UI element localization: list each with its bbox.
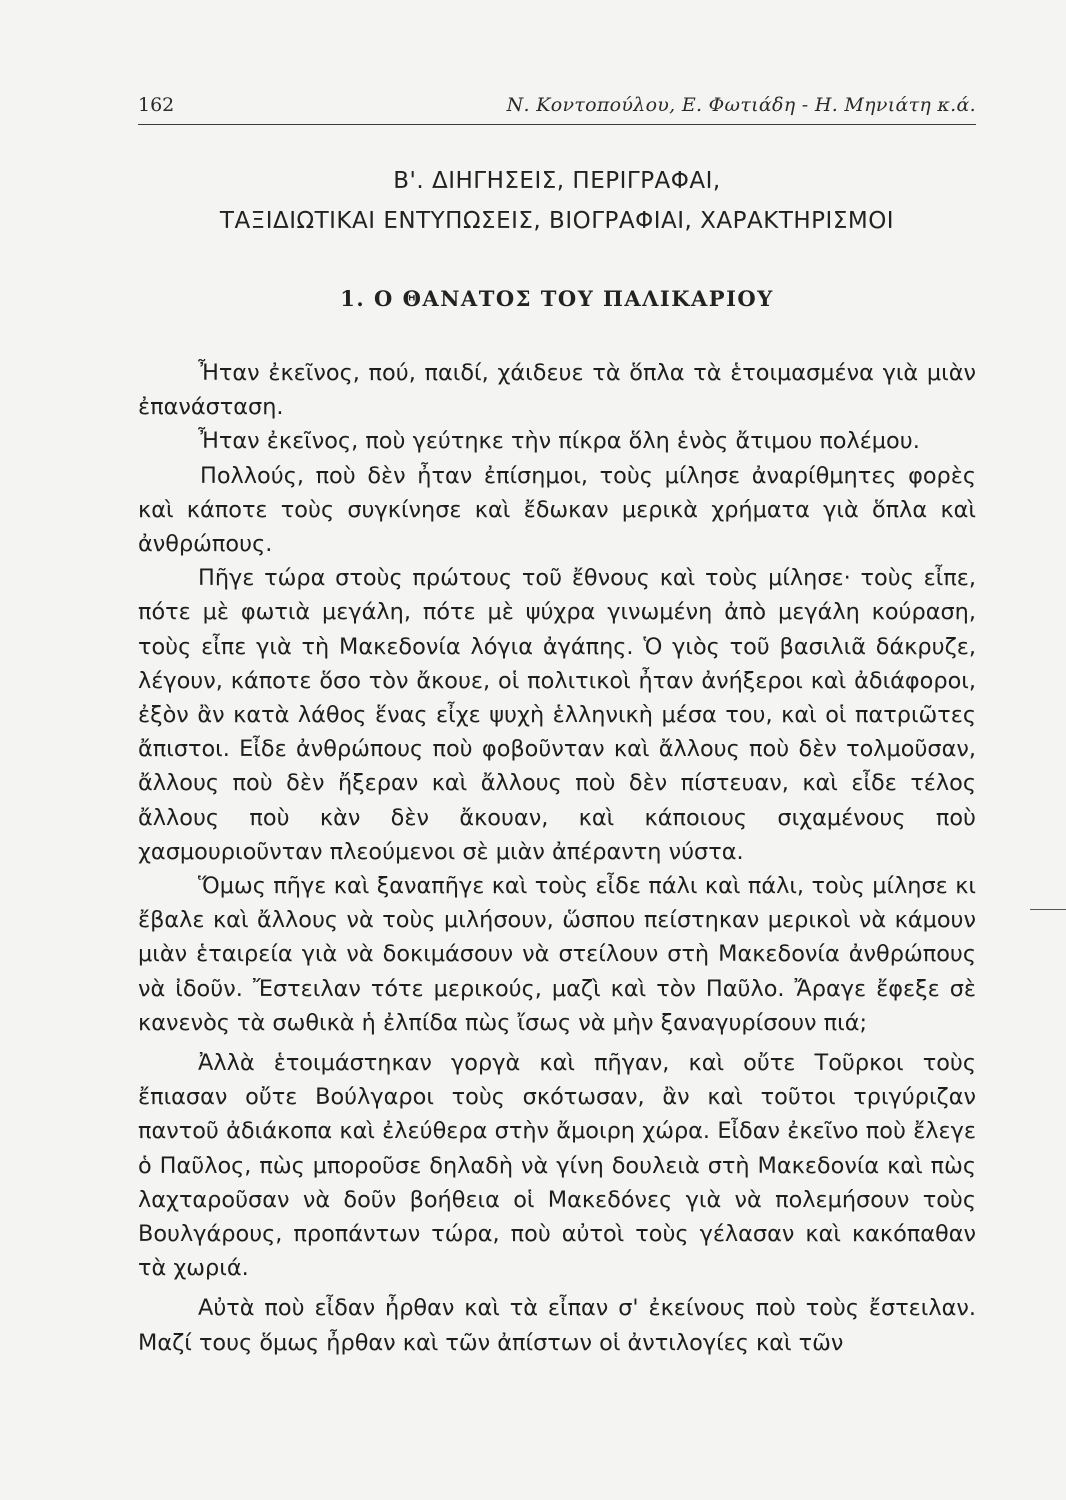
chapter-title: 1. Ο ΘΑΝΑΤΟΣ ΤΟΥ ΠΑΛΙΚΑΡΙΟΥ [340,286,774,311]
margin-mark [1030,909,1066,910]
section-title-line-1: Β'. ΔΙΗΓΗΣΕΙΣ, ΠΕΡΙΓΡΑΦΑΙ, [393,168,721,194]
paragraph: Ἦταν ἐκεῖνος, πού, παιδί, χάιδευε τὰ ὅπλα τὰ ἑτοιμασμένα γιὰ μιὰν ἐπανάσταση. [138,360,976,421]
paragraph: Ἦταν ἐκεῖνος, ποὺ γεύτηκε τὴν πίκρα ὅλη ἑνὸς ἄτιμου πολέμου. [198,428,920,455]
paragraph: Αὐτὰ ποὺ εἶδαν ἦρθαν καὶ τὰ εἶπαν σ' ἐκείνους ποὺ τοὺς ἔστειλαν. Μαζί τους ὅμως ἦρθαν καὶ τῶν ἀπίστων οἱ ἀντιλογίες καὶ τῶν [138,1295,976,1356]
page-number: 162 [138,94,175,116]
body-text [138,356,976,1360]
running-head: Ν. Κοντοπούλου, Ε. Φωτιάδη - Η. Μηνιάτη κ.ά. [506,94,976,116]
paragraph: Πολλούς, ποὺ δὲν ἦταν ἐπίσημοι, τοὺς μίλησε ἀναρίθμητες φορὲς καὶ κάποτε τοὺς συγκίνησε καὶ ἔδωκαν μερικὰ χρήματα γιὰ ὅπλα καὶ ἀνθρώπους. [138,462,976,558]
page-header [138,94,976,125]
paragraph: Ὅμως πῆγε καὶ ξαναπῆγε καὶ τοὺς εἶδε πάλι καὶ πάλι, τοὺς μίλησε κι ἔβαλε καὶ ἄλλους νὰ τοὺς μιλήσουν, ὥσπου πείστηκαν μερικοὶ νὰ κάμουν μιὰν ἑταιρεία γιὰ νὰ δοκιμάσουν νὰ στείλουν στὴ Μακεδονία ἀνθρώπους νὰ ἰδοῦν. Ἔστειλαν τότε μερικούς, μαζὶ καὶ τὸν Παῦλο. Ἄραγε ἔφεξε σὲ κανενὸς τὰ σωθικὰ ἡ ἐλπίδα πὼς ἴσως νὰ μὴν ξαναγυρίσουν πιά; [138,873,976,1036]
section-title-line-2: ΤΑΞΙΔΙΩΤΙΚΑΙ ΕΝΤΥΠΩΣΕΙΣ, ΒΙΟΓΡΑΦΙΑΙ, ΧΑΡΑΚΤΗΡΙΣΜΟΙ [219,208,895,234]
paragraph: Πῆγε τώρα στοὺς πρώτους τοῦ ἔθνους καὶ τοὺς μίλησε· τοὺς εἶπε, πότε μὲ φωτιὰ μεγάλη, πότε μὲ ψύχρα γινωμένη ἀπὸ μεγάλη κούραση, τοὺς εἶπε γιὰ τὴ Μακεδονία λόγια ἀγάπης. Ὁ γιὸς τοῦ βασιλιᾶ δάκρυζε, λέγουν, κάποτε ὅσο τὸν ἄκουε, οἱ πολιτικοὶ ἦταν ἀνήξεροι καὶ ἀδιάφοροι, ἐξὸν ἂν κατὰ λάθος ἕνας εἶχε ψυχὴ ἑλληνικὴ μέσα του, καὶ οἱ πατριῶτες ἄπιστοι. Εἶδε ἀνθρώπους ποὺ φοβοῦνταν καὶ ἄλλους ποὺ δὲν τολμοῦσαν, ἄλλους ποὺ δὲν ἤξεραν καὶ ἄλλους ποὺ δὲν πίστευαν, καὶ εἶδε τέλος ἄλλους ποὺ κὰν δὲν ἄκουαν, καὶ κάποιους σιχαμένους ποὺ χασμουριοῦνταν πλεούμενοι σὲ μιὰν ἀπέραντη νύστα. [138,565,976,865]
paragraph: Ἀλλὰ ἑτοιμάστηκαν γοργὰ καὶ πῆγαν, καὶ οὔτε Τοῦρκοι τοὺς ἔπιασαν οὔτε Βούλγαροι τοὺς σκότωσαν, ἂν καὶ τοῦτοι τριγύριζαν παντοῦ ἀδιάκοπα καὶ ἐλεύθερα στὴν ἄμοιρη χώρα. Εἶδαν ἐκεῖνο ποὺ ἔλεγε ὁ Παῦλος, πὼς μποροῦσε δηλαδὴ νὰ γίνη δουλειὰ στὴ Μακεδονία καὶ πὼς λαχταροῦσαν νὰ δοῦν βοήθεια οἱ Μακεδόνες γιὰ νὰ πολεμήσουν τοὺς Βουλγάρους, προπάντων τώρα, ποὺ αὐτοὶ τοὺς γέλασαν καὶ κακόπαθαν τὰ χωριά. [138,1050,976,1282]
